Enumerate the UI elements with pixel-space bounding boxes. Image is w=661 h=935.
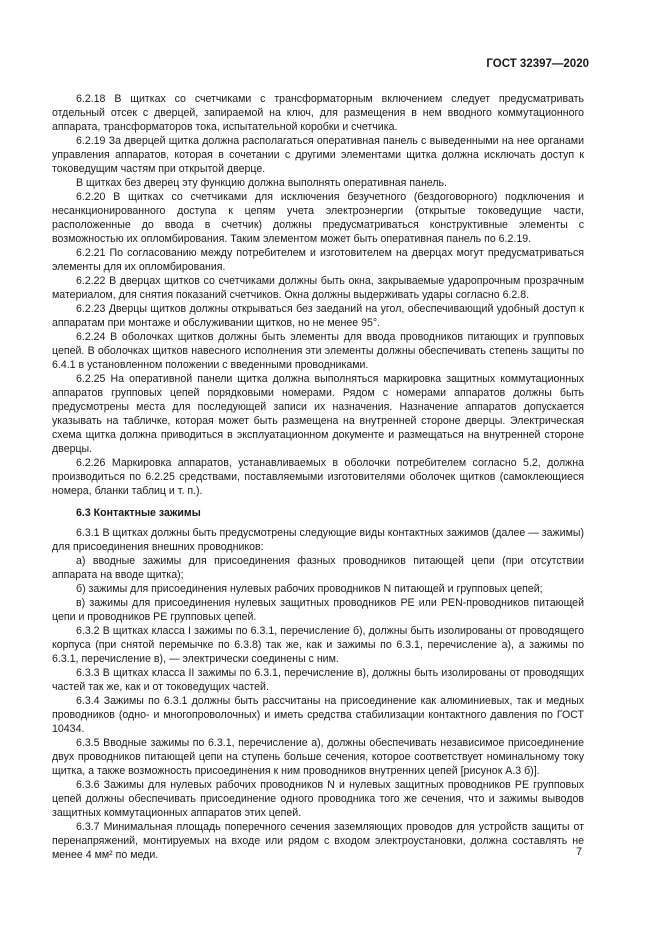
paragraph-6-3-4: 6.3.4 Зажимы по 6.3.1 должны быть рассчитаны на присоединение как алюминиевых, так и медных проводников (одно- и многопроволочных) и иметь средства стабилизации контактного давления по ГОСТ 10434. <box>52 695 584 735</box>
paragraph-6-3-1: 6.3.1 В щитках должны быть предусмотрены следующие виды контактных зажимов (далее — зажимы) для присоединения внешних проводников: <box>52 527 584 553</box>
paragraph-6-3-5: 6.3.5 Вводные зажимы по 6.3.1, перечисление а), должны обеспечивать независимое присоединение двух проводников питающей цепи на ступень больше сечения, которое соответствует номинальному току щитка, а также возможность присоединения к ним проводников внутренних цепей [рисунок А.3 б)]. <box>52 737 584 777</box>
paragraph-6-2-22: 6.2.22 В дверцах щитков со счетчиками должны быть окна, закрываемые ударопрочным прозрачным материалом, для снятия показаний счетчиков. Окна должны выдерживать удары согласно 6.2.8. <box>52 275 584 301</box>
standard-code-header: ГОСТ 32397—2020 <box>486 58 589 70</box>
paragraphs-6-3 <box>52 526 584 862</box>
paragraph-6-3-3: 6.3.3 В щитках класса II зажимы по 6.3.1, перечисление в), должны быть изолированы от проводящих частей так же, как и от токоведущих частей. <box>52 667 584 693</box>
paragraph-6-2-23: 6.2.23 Дверцы щитков должны открываться без заеданий на угол, обеспечивающий удобный доступ к аппаратам при монтаже и обслуживании щитков, но не менее 95°. <box>52 303 584 329</box>
paragraph-6-3-2: 6.3.2 В щитках класса I зажимы по 6.3.1, перечисление б), должны быть изолированы от проводящего корпуса (при снятой перемычке по 6.3.8) так же, как и зажимы по 6.3.1, перечисление а), а зажимы по 6.3.1, перечисление в), — электрически соединены с ним. <box>52 625 584 665</box>
paragraph-6-2-20: 6.2.20 В щитках со счетчиками для исключения безучетного (бездоговорного) подключения и несанкционированного доступа к цепям учета электроэнергии (открытые токоведущие части, расположенные до ввода в счетчик) должны предусматриваться конструктивные элементы с возможностью их опломбирования. Таким элементом может быть оперативная панель по 6.2.19. <box>52 191 584 245</box>
page-body <box>52 92 584 862</box>
list-item-b: б) зажимы для присоединения нулевых рабочих проводников N питающей и групповых цепей; <box>76 583 543 595</box>
paragraph-6-2-19-note: В щитках без дверец эту функцию должна выполнять оперативная панель. <box>76 177 447 189</box>
paragraph-6-2-21: 6.2.21 По согласованию между потребителем и изготовителем на дверцах могут предусматриваться элементы для их опломбирования. <box>52 247 584 273</box>
paragraph-6-2-25: 6.2.25 На оперативной панели щитка должна выполняться маркировка защитных коммутационных аппаратов групповых цепей порядковыми номерами. Рядом с номерами аппаратов должны быть предусмотрены места для последующей записи их назначения. Назначение аппаратов допускается указывать на табличке, которая может быть размещена на внутренней стороне дверцы. Электрическая схема щитка должна приводиться в эксплуатационном документе и размещаться на внутренней стороне дверцы. <box>52 373 584 455</box>
paragraph-6-2-26: 6.2.26 Маркировка аппаратов, устанавливаемых в оболочки потребителем согласно 5.2, должна производиться по 6.2.25 средствами, поставляемыми изготовителями оболочек щитков (самоклеющиеся номера, бланки таблиц и т. п.). <box>52 457 584 497</box>
paragraph-6-3-7: 6.3.7 Минимальная площадь поперечного сечения заземляющих проводов для устройств защиты от перенапряжений, монтируемых на входе или рядом с входом электроустановки, должна составлять не менее 4 мм² по меди. <box>52 821 584 861</box>
paragraph-6-2-18: 6.2.18 В щитках со счетчиками с трансформаторным включением следует предусматривать отдельный отсек с дверцей, запираемой на ключ, для размещения в нем вводного коммутационного аппарата, трансформаторов тока, испытательной коробки и счетчика. <box>52 93 584 133</box>
list-item-a: а) вводные зажимы для присоединения фазных проводников питающей цепи (при отсутствии аппарата на вводе щитка); <box>52 555 584 581</box>
paragraph-6-2-19: 6.2.19 За дверцей щитка должна располагаться оперативная панель с выведенными на нее органами управления аппаратов, которая в сочетании с другими элементами щитка должна исключать доступ к токоведущим частям при открытой дверце. <box>52 135 584 175</box>
paragraph-6-2-24: 6.2.24 В оболочках щитков должны быть элементы для ввода проводников питающих и групповых цепей. В оболочках щитков навесного исполнения эти элементы должны обеспечивать степень защиты по 6.4.1 в установленном положении с введенными проводниками. <box>52 331 584 371</box>
paragraphs-6-2 <box>52 92 584 498</box>
section-heading: 6.3 Контактные зажимы <box>76 507 201 519</box>
paragraph-6-3-6: 6.3.6 Зажимы для нулевых рабочих проводников N и нулевых защитных проводников PE групповых цепей должны обеспечивать присоединение одного проводника того же сечения, что и зажимы выводов защитных коммутационных аппаратов этих цепей. <box>52 779 584 819</box>
page-number: 7 <box>576 846 583 858</box>
list-item-v: в) зажимы для присоединения нулевых защитных проводников PE или PEN-проводников питающей цепи и проводников PE групповых цепей. <box>52 597 584 623</box>
